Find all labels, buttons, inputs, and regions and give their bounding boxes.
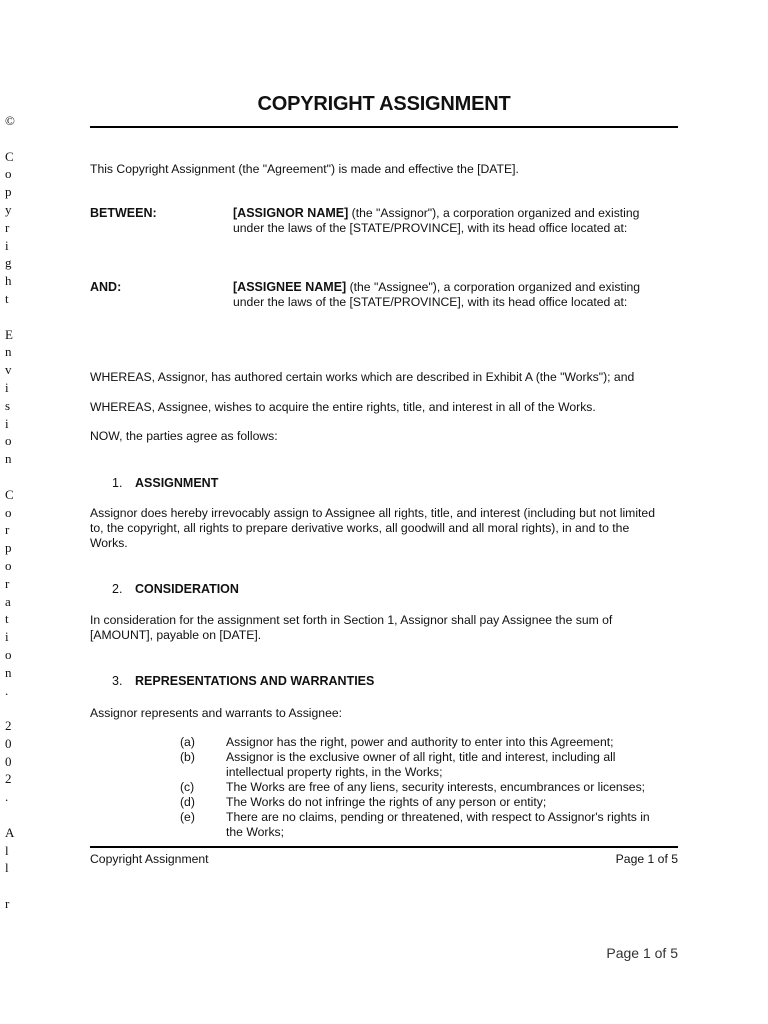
margin-notice-char: ©	[5, 113, 15, 128]
section-1-number: 1.	[112, 476, 123, 490]
margin-notice-char: r	[5, 575, 10, 591]
assignee-line-1-rest: (the "Assignee"), a corporation organized and existing	[346, 280, 641, 294]
warranty-line: The Works do not infringe the rights of any person or entity;	[226, 795, 547, 809]
margin-notice-char: s	[5, 397, 11, 413]
margin-notice-char	[5, 699, 25, 717]
section-3-number: 3.	[112, 674, 123, 688]
margin-notice-char: 2	[5, 718, 12, 734]
section-2-line: In consideration for the assignment set forth in Section 1, Assignor shall pay Assignee the sum of	[90, 613, 613, 627]
margin-notice-char: o	[5, 166, 12, 182]
warranty-letter: (c)	[180, 780, 195, 794]
section-1-line: Works.	[90, 536, 128, 550]
whereas-paragraph-2: WHEREAS, Assignee, wishes to acquire the entire rights, title, and interest in all of the Works.	[90, 400, 596, 414]
section-1-title: ASSIGNMENT	[135, 476, 219, 490]
margin-notice-char	[5, 468, 25, 486]
viewer-page-indicator: Page 1 of 5	[606, 945, 678, 961]
margin-notice-char: E	[5, 326, 13, 342]
margin-notice-char: r	[5, 896, 10, 912]
margin-notice-char: l	[5, 842, 9, 858]
margin-notice-char: o	[5, 557, 12, 573]
assignee-line-2: under the laws of the [STATE/PROVINCE], with its head office located at:	[233, 295, 628, 309]
assignee-party-block	[233, 280, 673, 310]
margin-notice-char: 0	[5, 735, 12, 751]
margin-notice-char: n	[5, 451, 12, 467]
warranty-item	[226, 750, 676, 780]
intro-paragraph: This Copyright Assignment (the "Agreement") is made and effective the [DATE].	[90, 162, 519, 176]
section-2-body	[90, 613, 680, 643]
margin-notice-char: o	[5, 646, 12, 662]
margin-notice-char: g	[5, 255, 12, 271]
assignor-name: [ASSIGNOR NAME]	[233, 206, 349, 220]
assignee-name: [ASSIGNEE NAME]	[233, 280, 347, 294]
warranty-line: The Works are free of any liens, security interests, encumbrances or licenses;	[226, 780, 646, 794]
margin-notice-char: 2	[5, 771, 12, 787]
section-1-line: to, the copyright, all rights to prepare derivative works, all goodwill and all moral rights), in and to the	[90, 521, 630, 535]
warranty-item	[226, 795, 676, 810]
warranty-line: Assignor has the right, power and authority to enter into this Agreement;	[226, 735, 614, 749]
warranty-letter: (d)	[180, 795, 195, 809]
whereas-paragraph-1: WHEREAS, Assignor, has authored certain works which are described in Exhibit A (the "Works"); and	[90, 370, 635, 384]
margin-notice-char: r	[5, 219, 10, 235]
warranty-line: There are no claims, pending or threatened, with respect to Assignor's rights in	[226, 810, 650, 824]
margin-notice-char: i	[5, 237, 9, 253]
warranty-letter: (a)	[180, 735, 195, 749]
margin-notice-char	[5, 806, 25, 824]
warranty-letter: (b)	[180, 750, 195, 764]
section-2-line: [AMOUNT], payable on [DATE].	[90, 628, 262, 642]
warranty-line: intellectual property rights, in the Works;	[226, 765, 443, 779]
assignor-line-1	[233, 206, 673, 221]
assignor-line-2: under the laws of the [STATE/PROVINCE], with its head office located at:	[233, 221, 628, 235]
margin-notice-char: o	[5, 504, 12, 520]
assignee-line-1	[233, 280, 673, 295]
margin-notice-char	[5, 130, 25, 148]
margin-notice-char: v	[5, 362, 12, 378]
warranty-letter: (e)	[180, 810, 195, 824]
margin-notice-char: a	[5, 593, 11, 609]
footer-document-name: Copyright Assignment	[90, 852, 209, 866]
margin-notice-char: i	[5, 379, 9, 395]
section-1-body	[90, 506, 680, 551]
warranty-item	[226, 810, 676, 840]
margin-notice-char: r	[5, 522, 10, 538]
margin-notice-char: p	[5, 184, 12, 200]
now-paragraph: NOW, the parties agree as follows:	[90, 429, 278, 443]
margin-notice-char: i	[5, 415, 9, 431]
margin-notice-char: C	[5, 148, 14, 164]
section-3-body: Assignor represents and warrants to Assignee:	[90, 706, 343, 720]
margin-notice-char: 0	[5, 753, 12, 769]
document-title: COPYRIGHT ASSIGNMENT	[257, 93, 511, 115]
warranty-item	[226, 780, 676, 795]
margin-notice-char: .	[5, 789, 9, 805]
warranty-line: the Works;	[226, 825, 285, 839]
margin-notice-char: o	[5, 433, 12, 449]
and-label: AND:	[90, 280, 122, 294]
footer-rule	[90, 846, 678, 848]
margin-notice-char: t	[5, 611, 9, 627]
section-1-line: Assignor does hereby irrevocably assign to Assignee all rights, title, and interest (including but not limited	[90, 506, 655, 520]
warranty-item	[226, 735, 676, 750]
margin-notice-char	[5, 877, 25, 895]
margin-notice-char: y	[5, 201, 12, 217]
section-2-number: 2.	[112, 582, 123, 596]
margin-notice-char: t	[5, 290, 9, 306]
margin-notice-char: n	[5, 344, 12, 360]
margin-notice-char	[5, 308, 25, 326]
margin-notice-char: i	[5, 629, 9, 645]
footer-page-number: Page 1 of 5	[615, 852, 678, 866]
assignor-party-block	[233, 206, 673, 236]
margin-notice-char: C	[5, 486, 14, 502]
margin-notice-char: h	[5, 273, 12, 289]
title-rule	[90, 126, 678, 128]
vertical-copyright-notice	[5, 112, 25, 913]
margin-notice-char: n	[5, 664, 12, 680]
section-3-title: REPRESENTATIONS AND WARRANTIES	[135, 674, 375, 688]
section-2-title: CONSIDERATION	[135, 582, 239, 596]
margin-notice-char: A	[5, 824, 15, 840]
warranty-line: Assignor is the exclusive owner of all right, title and interest, including all	[226, 750, 616, 764]
margin-notice-char: .	[5, 682, 9, 698]
margin-notice-char: l	[5, 860, 9, 876]
between-label: BETWEEN:	[90, 206, 157, 220]
assignor-line-1-rest: (the "Assignor"), a corporation organized and existing	[348, 206, 640, 220]
margin-notice-char: p	[5, 540, 12, 556]
